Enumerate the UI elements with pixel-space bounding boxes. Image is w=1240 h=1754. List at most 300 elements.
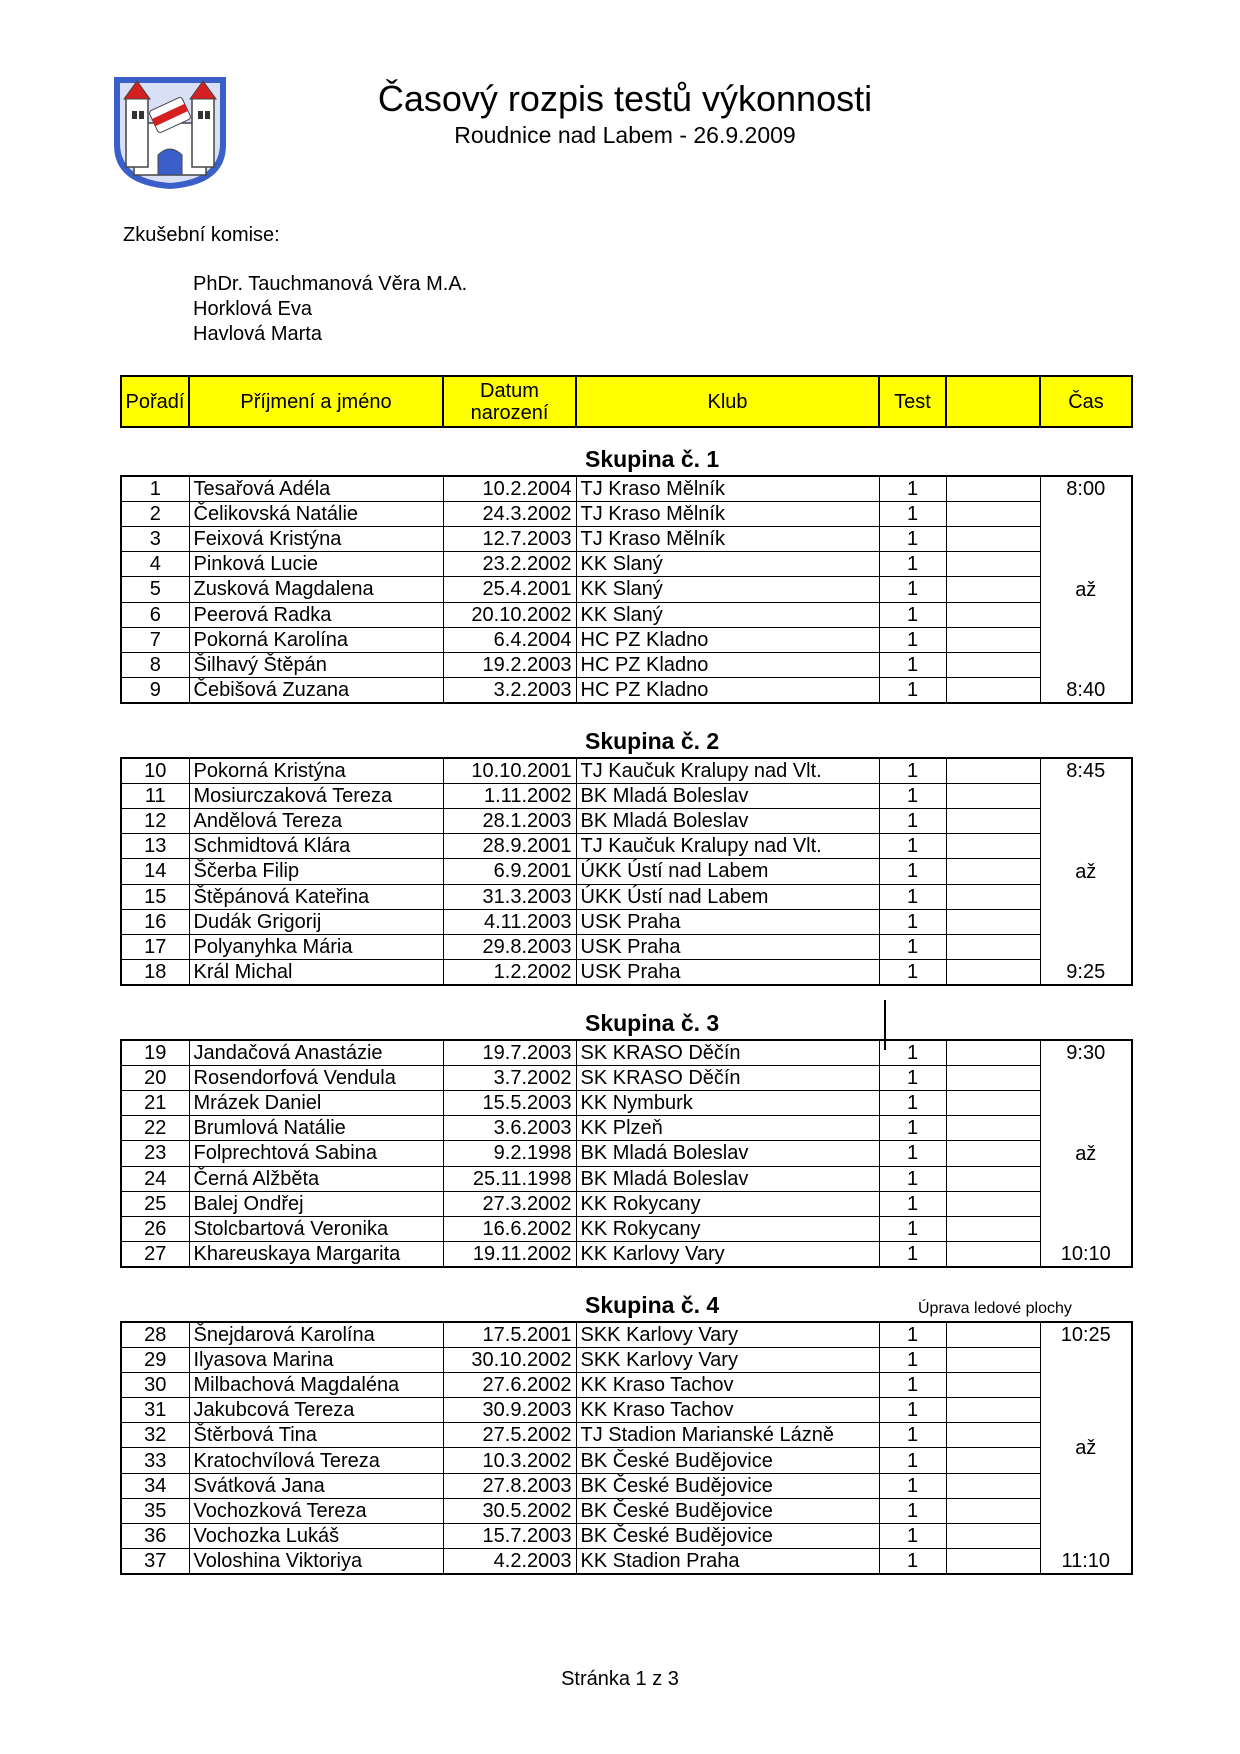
row-dob: 27.3.2002 xyxy=(443,1191,576,1216)
row-order: 13 xyxy=(121,834,189,859)
row-order: 33 xyxy=(121,1448,189,1473)
table-row xyxy=(121,552,1132,577)
row-blank xyxy=(946,1166,1040,1191)
row-order: 12 xyxy=(121,809,189,834)
row-club: KK Nymburk xyxy=(576,1091,879,1116)
table-row xyxy=(121,1116,1132,1141)
table-row xyxy=(121,1322,1132,1348)
table-row xyxy=(121,1040,1132,1066)
row-club: HC PZ Kladno xyxy=(576,652,879,677)
row-name: Pokorná Karolína xyxy=(189,627,443,652)
row-club: BK České Budějovice xyxy=(576,1473,879,1498)
row-club: SK KRASO Děčín xyxy=(576,1066,879,1091)
row-name: Andělová Tereza xyxy=(189,809,443,834)
table-row xyxy=(121,627,1132,652)
row-blank xyxy=(946,884,1040,909)
row-test: 1 xyxy=(879,909,946,934)
row-name: Jandačová Anastázie xyxy=(189,1040,443,1066)
row-name: Balej Ondřej xyxy=(189,1191,443,1216)
row-club: KK Slaný xyxy=(576,577,879,602)
time-start: 9:30 xyxy=(1066,1042,1106,1064)
row-dob: 30.5.2002 xyxy=(443,1498,576,1523)
row-blank xyxy=(946,1348,1040,1373)
table-row xyxy=(121,1348,1132,1373)
row-dob: 10.10.2001 xyxy=(443,758,576,784)
row-order: 5 xyxy=(121,577,189,602)
row-blank xyxy=(946,1116,1040,1141)
group-title: Skupina č. 1 xyxy=(585,446,720,472)
row-test: 1 xyxy=(879,934,946,959)
row-test: 1 xyxy=(879,1066,946,1091)
row-club: HC PZ Kladno xyxy=(576,627,879,652)
header-time: Čas xyxy=(1040,376,1132,427)
group-table xyxy=(120,1039,1133,1268)
row-test: 1 xyxy=(879,1423,946,1448)
page-title: Časový rozpis testů výkonnosti xyxy=(377,78,873,119)
time-start: 10:25 xyxy=(1060,1324,1111,1346)
table-row xyxy=(121,959,1132,985)
time-until: až xyxy=(1075,578,1097,601)
group-table xyxy=(120,757,1133,986)
row-test: 1 xyxy=(879,834,946,859)
row-dob: 31.3.2003 xyxy=(443,884,576,909)
row-test: 1 xyxy=(879,1116,946,1141)
row-name: Vochozková Tereza xyxy=(189,1498,443,1523)
row-club: BK České Budějovice xyxy=(576,1448,879,1473)
row-blank xyxy=(946,476,1040,502)
row-test: 1 xyxy=(879,1523,946,1548)
row-order: 30 xyxy=(121,1373,189,1398)
row-test: 1 xyxy=(879,627,946,652)
row-order: 19 xyxy=(121,1040,189,1066)
row-blank xyxy=(946,1091,1040,1116)
row-test: 1 xyxy=(879,1322,946,1348)
table-row xyxy=(121,1548,1132,1574)
row-dob: 24.3.2002 xyxy=(443,502,576,527)
time-end: 11:10 xyxy=(1061,1550,1111,1572)
table-row xyxy=(121,502,1132,527)
row-order: 27 xyxy=(121,1241,189,1267)
row-blank xyxy=(946,1216,1040,1241)
row-test: 1 xyxy=(879,1398,946,1423)
row-club: USK Praha xyxy=(576,909,879,934)
row-test: 1 xyxy=(879,1241,946,1267)
row-dob: 6.4.2004 xyxy=(443,627,576,652)
row-order: 22 xyxy=(121,1116,189,1141)
row-order: 20 xyxy=(121,1066,189,1091)
table-row xyxy=(121,1498,1132,1523)
row-test: 1 xyxy=(879,1548,946,1574)
row-order: 11 xyxy=(121,784,189,809)
row-name: Čebišová Zuzana xyxy=(189,677,443,703)
time-end: 10:10 xyxy=(1060,1243,1111,1265)
row-order: 36 xyxy=(121,1523,189,1548)
row-club: USK Praha xyxy=(576,934,879,959)
row-order: 25 xyxy=(121,1191,189,1216)
header-dob-line1: Datum xyxy=(480,379,539,402)
row-test: 1 xyxy=(879,884,946,909)
page-footer: Stránka 1 z 3 xyxy=(561,1668,679,1690)
row-club: TJ Kraso Mělník xyxy=(576,476,879,502)
row-dob: 19.2.2003 xyxy=(443,652,576,677)
row-club: ÚKK Ústí nad Labem xyxy=(576,859,879,884)
row-dob: 9.2.1998 xyxy=(443,1141,576,1166)
table-row xyxy=(121,758,1132,784)
time-start: 8:45 xyxy=(1066,760,1106,782)
row-blank xyxy=(946,502,1040,527)
row-name: Schmidtová Klára xyxy=(189,834,443,859)
row-test: 1 xyxy=(879,502,946,527)
row-order: 8 xyxy=(121,652,189,677)
row-dob: 19.7.2003 xyxy=(443,1040,576,1066)
row-blank xyxy=(946,1548,1040,1574)
town-crest-logo xyxy=(112,75,228,191)
row-blank xyxy=(946,527,1040,552)
row-order: 23 xyxy=(121,1141,189,1166)
header-dob xyxy=(443,376,576,427)
row-name: Stolcbartová Veronika xyxy=(189,1216,443,1241)
time-until: až xyxy=(1075,1437,1097,1459)
row-club: TJ Kaučuk Kralupy nad Vlt. xyxy=(576,758,879,784)
row-name: Ilyasova Marina xyxy=(189,1348,443,1373)
row-test: 1 xyxy=(879,758,946,784)
row-test: 1 xyxy=(879,1141,946,1166)
table-row xyxy=(121,527,1132,552)
group-time-cell xyxy=(1040,1322,1132,1574)
row-dob: 12.7.2003 xyxy=(443,527,576,552)
table-row xyxy=(121,834,1132,859)
row-club: KK Slaný xyxy=(576,602,879,627)
row-order: 3 xyxy=(121,527,189,552)
row-test: 1 xyxy=(879,1348,946,1373)
row-dob: 30.10.2002 xyxy=(443,1348,576,1373)
row-blank xyxy=(946,1473,1040,1498)
row-dob: 19.11.2002 xyxy=(443,1241,576,1267)
row-name: Tesařová Adéla xyxy=(189,476,443,502)
row-name: Kratochvílová Tereza xyxy=(189,1448,443,1473)
row-club: TJ Kraso Mělník xyxy=(576,527,879,552)
row-name: Zusková Magdalena xyxy=(189,577,443,602)
row-blank xyxy=(946,1066,1040,1091)
row-order: 31 xyxy=(121,1398,189,1423)
row-blank xyxy=(946,1523,1040,1548)
row-dob: 20.10.2002 xyxy=(443,602,576,627)
row-blank xyxy=(946,758,1040,784)
row-club: KK Stadion Praha xyxy=(576,1548,879,1574)
row-name: Jakubcová Tereza xyxy=(189,1398,443,1423)
row-name: Černá Alžběta xyxy=(189,1166,443,1191)
row-dob: 1.2.2002 xyxy=(443,959,576,985)
group-time-cell xyxy=(1040,476,1132,703)
group-title: Skupina č. 4 xyxy=(585,1292,720,1318)
row-dob: 4.2.2003 xyxy=(443,1548,576,1574)
row-name: Polyanyhka Mária xyxy=(189,934,443,959)
row-order: 1 xyxy=(121,476,189,502)
row-blank xyxy=(946,1498,1040,1523)
row-name: Šilhavý Štěpán xyxy=(189,652,443,677)
row-test: 1 xyxy=(879,1191,946,1216)
commission-member: Horklová Eva xyxy=(193,298,312,320)
table-row xyxy=(121,1448,1132,1473)
row-name: Pokorná Kristýna xyxy=(189,758,443,784)
row-name: Svátková Jana xyxy=(189,1473,443,1498)
row-dob: 15.5.2003 xyxy=(443,1091,576,1116)
row-dob: 3.2.2003 xyxy=(443,677,576,703)
table-row xyxy=(121,909,1132,934)
row-order: 29 xyxy=(121,1348,189,1373)
time-end: 9:25 xyxy=(1066,961,1106,983)
row-blank xyxy=(946,909,1040,934)
row-name: Mosiurczaková Tereza xyxy=(189,784,443,809)
row-blank xyxy=(946,627,1040,652)
row-order: 9 xyxy=(121,677,189,703)
row-blank xyxy=(946,1191,1040,1216)
row-blank xyxy=(946,1141,1040,1166)
table-row xyxy=(121,476,1132,502)
row-test: 1 xyxy=(879,1473,946,1498)
row-blank xyxy=(946,959,1040,985)
row-name: Feixová Kristýna xyxy=(189,527,443,552)
table-row xyxy=(121,602,1132,627)
row-dob: 16.6.2002 xyxy=(443,1216,576,1241)
row-test: 1 xyxy=(879,809,946,834)
row-dob: 28.9.2001 xyxy=(443,834,576,859)
commission-member: PhDr. Tauchmanová Věra M.A. xyxy=(193,273,468,295)
row-test: 1 xyxy=(879,859,946,884)
row-club: HC PZ Kladno xyxy=(576,677,879,703)
commission-members xyxy=(193,272,467,347)
row-blank xyxy=(946,1373,1040,1398)
row-blank xyxy=(946,784,1040,809)
row-dob: 30.9.2003 xyxy=(443,1398,576,1423)
time-until: až xyxy=(1075,1142,1097,1165)
row-dob: 6.9.2001 xyxy=(443,859,576,884)
row-order: 24 xyxy=(121,1166,189,1191)
group-table xyxy=(120,475,1133,704)
table-row xyxy=(121,809,1132,834)
row-club: KK Rokycany xyxy=(576,1191,879,1216)
table-row xyxy=(121,1423,1132,1448)
page-subtitle: Roudnice nad Labem - 26.9.2009 xyxy=(454,122,796,148)
row-test: 1 xyxy=(879,959,946,985)
row-blank xyxy=(946,677,1040,703)
ice-resurfacing-note: Úprava ledové plochy xyxy=(918,1300,1072,1317)
row-name: Šnejdarová Karolína xyxy=(189,1322,443,1348)
row-club: KK Kraso Tachov xyxy=(576,1373,879,1398)
row-dob: 10.2.2004 xyxy=(443,476,576,502)
row-blank xyxy=(946,834,1040,859)
row-club: ÚKK Ústí nad Labem xyxy=(576,884,879,909)
row-test: 1 xyxy=(879,652,946,677)
table-row xyxy=(121,577,1132,602)
table-row xyxy=(121,1191,1132,1216)
time-start: 8:00 xyxy=(1066,478,1106,500)
table-row xyxy=(121,1398,1132,1423)
table-row xyxy=(121,1523,1132,1548)
row-blank xyxy=(946,1040,1040,1066)
row-name: Rosendorfová Vendula xyxy=(189,1066,443,1091)
table-row xyxy=(121,884,1132,909)
table-row xyxy=(121,1216,1132,1241)
group-title: Skupina č. 3 xyxy=(585,1010,720,1036)
row-order: 37 xyxy=(121,1548,189,1574)
header-dob-line2: narození xyxy=(470,401,549,424)
row-club: TJ Kaučuk Kralupy nad Vlt. xyxy=(576,834,879,859)
header-blank xyxy=(946,376,1040,427)
row-club: SK KRASO Děčín xyxy=(576,1040,879,1066)
row-club: TJ Stadion Marianské Lázně xyxy=(576,1423,879,1448)
row-dob: 27.8.2003 xyxy=(443,1473,576,1498)
row-test: 1 xyxy=(879,1166,946,1191)
row-order: 32 xyxy=(121,1423,189,1448)
row-dob: 27.6.2002 xyxy=(443,1373,576,1398)
row-club: KK Plzeň xyxy=(576,1116,879,1141)
row-blank xyxy=(946,652,1040,677)
row-test: 1 xyxy=(879,1373,946,1398)
row-name: Čelikovská Natálie xyxy=(189,502,443,527)
row-club: SKK Karlovy Vary xyxy=(576,1348,879,1373)
row-blank xyxy=(946,809,1040,834)
row-test: 1 xyxy=(879,677,946,703)
row-dob: 3.6.2003 xyxy=(443,1116,576,1141)
header-name: Příjmení a jméno xyxy=(189,376,443,427)
row-name: Pinková Lucie xyxy=(189,552,443,577)
row-dob: 3.7.2002 xyxy=(443,1066,576,1091)
row-dob: 29.8.2003 xyxy=(443,934,576,959)
row-test: 1 xyxy=(879,1448,946,1473)
row-order: 34 xyxy=(121,1473,189,1498)
row-club: TJ Kraso Mělník xyxy=(576,502,879,527)
row-club: BK České Budějovice xyxy=(576,1523,879,1548)
row-order: 7 xyxy=(121,627,189,652)
row-name: Milbachová Magdaléna xyxy=(189,1373,443,1398)
row-blank xyxy=(946,1398,1040,1423)
row-club: BK Mladá Boleslav xyxy=(576,809,879,834)
row-order: 28 xyxy=(121,1322,189,1348)
row-name: Mrázek Daniel xyxy=(189,1091,443,1116)
row-dob: 10.3.2002 xyxy=(443,1448,576,1473)
row-test: 1 xyxy=(879,784,946,809)
time-end: 8:40 xyxy=(1066,679,1106,701)
row-name: Khareuskaya Margarita xyxy=(189,1241,443,1267)
commission-label: Zkušební komise: xyxy=(123,224,280,246)
row-blank xyxy=(946,859,1040,884)
row-blank xyxy=(946,552,1040,577)
row-dob: 17.5.2001 xyxy=(443,1322,576,1348)
row-name: Štěpánová Kateřina xyxy=(189,884,443,909)
group-table xyxy=(120,1321,1133,1575)
row-test: 1 xyxy=(879,552,946,577)
table-row xyxy=(121,1473,1132,1498)
row-club: KK Kraso Tachov xyxy=(576,1398,879,1423)
row-dob: 23.2.2002 xyxy=(443,552,576,577)
row-dob: 25.4.2001 xyxy=(443,577,576,602)
row-test: 1 xyxy=(879,527,946,552)
table-row xyxy=(121,934,1132,959)
header-order: Pořadí xyxy=(121,376,189,427)
row-name: Folprechtová Sabina xyxy=(189,1141,443,1166)
row-name: Vochozka Lukáš xyxy=(189,1523,443,1548)
row-club: BK Mladá Boleslav xyxy=(576,1141,879,1166)
row-test: 1 xyxy=(879,1216,946,1241)
row-blank xyxy=(946,1448,1040,1473)
row-dob: 25.11.1998 xyxy=(443,1166,576,1191)
row-blank xyxy=(946,577,1040,602)
row-order: 17 xyxy=(121,934,189,959)
table-row xyxy=(121,1141,1132,1166)
row-order: 14 xyxy=(121,859,189,884)
row-blank xyxy=(946,934,1040,959)
table-row xyxy=(121,1166,1132,1191)
table-row xyxy=(121,1066,1132,1091)
table-row xyxy=(121,677,1132,703)
row-dob: 4.11.2003 xyxy=(443,909,576,934)
row-order: 18 xyxy=(121,959,189,985)
row-order: 35 xyxy=(121,1498,189,1523)
group3-divider xyxy=(884,1000,886,1050)
row-blank xyxy=(946,1241,1040,1267)
row-club: KK Karlovy Vary xyxy=(576,1241,879,1267)
table-header xyxy=(120,375,1133,428)
header-test: Test xyxy=(879,376,946,427)
row-order: 10 xyxy=(121,758,189,784)
group-time-cell xyxy=(1040,758,1132,985)
row-order: 2 xyxy=(121,502,189,527)
row-club: BK České Budějovice xyxy=(576,1498,879,1523)
row-test: 1 xyxy=(879,1040,946,1066)
row-name: Král Michal xyxy=(189,959,443,985)
row-dob: 1.11.2002 xyxy=(443,784,576,809)
table-row xyxy=(121,1241,1132,1267)
row-order: 4 xyxy=(121,552,189,577)
row-name: Štěrbová Tina xyxy=(189,1423,443,1448)
row-club: BK Mladá Boleslav xyxy=(576,784,879,809)
row-dob: 15.7.2003 xyxy=(443,1523,576,1548)
group-title: Skupina č. 2 xyxy=(585,728,720,754)
row-order: 15 xyxy=(121,884,189,909)
row-club: KK Rokycany xyxy=(576,1216,879,1241)
row-order: 6 xyxy=(121,602,189,627)
row-test: 1 xyxy=(879,1498,946,1523)
group-time-cell xyxy=(1040,1040,1132,1267)
table-row xyxy=(121,859,1132,884)
row-dob: 27.5.2002 xyxy=(443,1423,576,1448)
row-club: USK Praha xyxy=(576,959,879,985)
table-row xyxy=(121,784,1132,809)
row-test: 1 xyxy=(879,476,946,502)
row-blank xyxy=(946,602,1040,627)
row-name: Brumlová Natálie xyxy=(189,1116,443,1141)
row-blank xyxy=(946,1322,1040,1348)
row-club: SKK Karlovy Vary xyxy=(576,1322,879,1348)
table-row xyxy=(121,1373,1132,1398)
row-order: 16 xyxy=(121,909,189,934)
row-name: Ščerba Filip xyxy=(189,859,443,884)
row-blank xyxy=(946,1423,1040,1448)
row-dob: 28.1.2003 xyxy=(443,809,576,834)
row-club: KK Slaný xyxy=(576,552,879,577)
row-name: Dudák Grigorij xyxy=(189,909,443,934)
row-test: 1 xyxy=(879,602,946,627)
table-row xyxy=(121,652,1132,677)
row-order: 26 xyxy=(121,1216,189,1241)
row-name: Voloshina Viktoriya xyxy=(189,1548,443,1574)
row-test: 1 xyxy=(879,1091,946,1116)
time-until: až xyxy=(1075,860,1097,883)
row-test: 1 xyxy=(879,577,946,602)
row-order: 21 xyxy=(121,1091,189,1116)
commission-member: Havlová Marta xyxy=(193,323,322,345)
